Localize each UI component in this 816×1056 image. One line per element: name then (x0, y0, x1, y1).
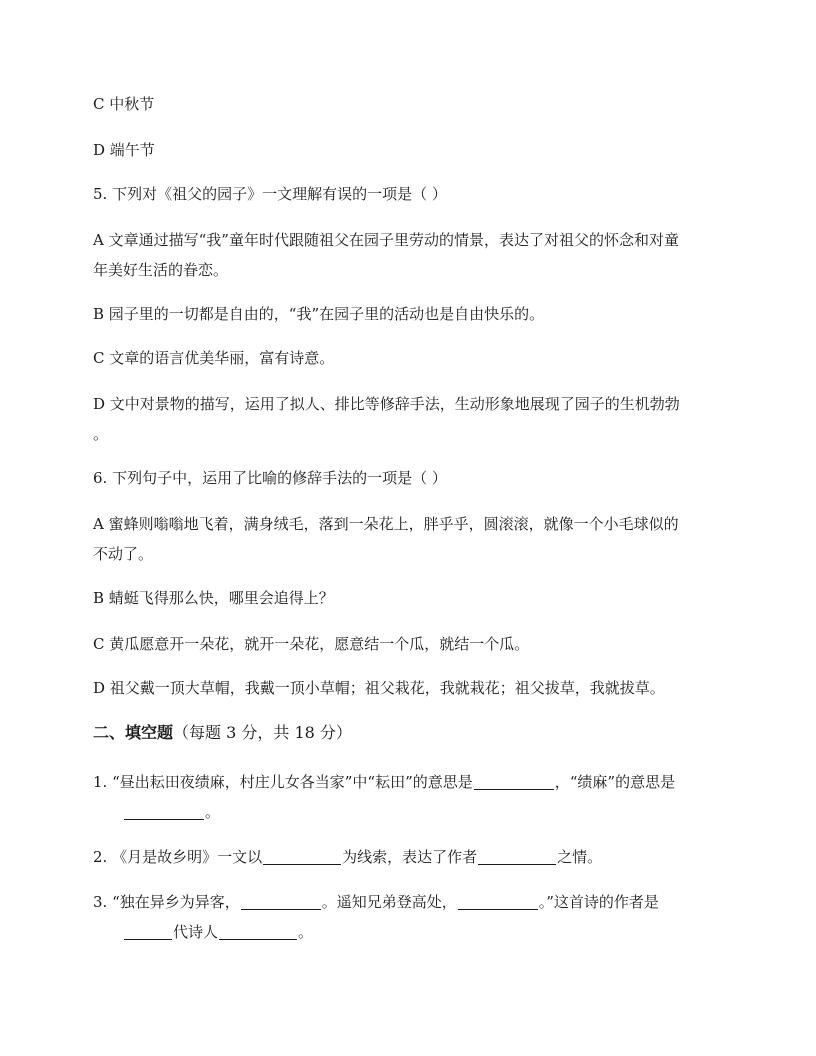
answer-blank[interactable] (241, 894, 321, 910)
q5-option-a-line1: A 文章通过描写“我”童年时代跟随祖父在园子里劳动的情景，表达了对祖父的怀念和对童 (93, 231, 679, 249)
answer-blank[interactable] (124, 924, 172, 940)
q6-stem: 6. 下列句子中，运用了比喻的修辞手法的一项是（ ） (93, 469, 447, 487)
answer-blank[interactable] (124, 804, 204, 820)
answer-blank[interactable] (474, 774, 554, 790)
fill3-text-5: 。 (298, 923, 314, 941)
fill-question-1-line2 (123, 801, 220, 823)
answer-blank[interactable] (263, 849, 341, 865)
q5-option-c: C 文章的语言优美华丽，富有诗意。 (93, 349, 335, 367)
q5-option-d-line1: D 文中对景物的描写，运用了拟人、排比等修辞手法，生动形象地展现了园子的生机勃勃 (93, 395, 680, 413)
section-title: 二、填空题 (93, 723, 174, 742)
fill2-text-3: 之情。 (557, 848, 603, 866)
q5-option-d-line2: 。 (93, 425, 109, 443)
q6-option-a-line2: 不动了。 (93, 545, 154, 563)
fill3-text-2: 。遥知兄弟登高处， (321, 893, 457, 911)
fill1-text-1: 1. “昼出耘田夜绩麻，村庄儿女各当家”中“耘田”的意思是 (93, 773, 473, 791)
fill3-text-4: 代诗人 (173, 923, 219, 941)
section-note: （每题 3 分，共 18 分） (173, 723, 352, 742)
fill-question-1-line1 (93, 771, 675, 793)
answer-blank[interactable] (458, 894, 538, 910)
fill-question-3-line2 (123, 921, 313, 943)
answer-blank[interactable] (478, 849, 556, 865)
q6-option-a-line1: A 蜜蜂则嗡嗡地飞着，满身绒毛，落到一朵花上，胖乎乎，圆滚滚，就像一个小毛球似的 (93, 515, 679, 533)
q5-stem: 5. 下列对《祖父的园子》一文理解有误的一项是（ ） (93, 185, 447, 203)
section-heading (93, 722, 352, 744)
q5-option-a-line2: 年美好生活的眷恋。 (93, 261, 229, 279)
q6-option-d: D 祖父戴一顶大草帽，我戴一顶小草帽；祖父栽花，我就栽花；祖父拔草，我就拔草。 (93, 679, 665, 697)
fill2-text-2: 为线索，表达了作者 (342, 848, 478, 866)
fill2-text-1: 2. 《月是故乡明》一文以 (93, 848, 263, 866)
q6-option-b: B 蜻蜓飞得那么快，哪里会追得上？ (93, 589, 334, 607)
fill1-text-3: 。 (205, 803, 221, 821)
q4-option-d: D 端午节 (93, 141, 155, 159)
fill-question-3-line1 (93, 891, 659, 913)
fill1-text-2: ，“绩麻”的意思是 (554, 773, 676, 791)
fill3-text-3: 。”这首诗的作者是 (538, 893, 659, 911)
fill3-text-1: 3. “独在异乡为异客， (93, 893, 240, 911)
answer-blank[interactable] (219, 924, 297, 940)
q4-option-c: C 中秋节 (93, 95, 155, 113)
fill-question-2 (93, 846, 602, 868)
q5-option-b: B 园子里的一切都是自由的，“我”在园子里的活动也是自由快乐的。 (93, 305, 545, 323)
q6-option-c: C 黄瓜愿意开一朵花，就开一朵花，愿意结一个瓜，就结一个瓜。 (93, 635, 530, 653)
